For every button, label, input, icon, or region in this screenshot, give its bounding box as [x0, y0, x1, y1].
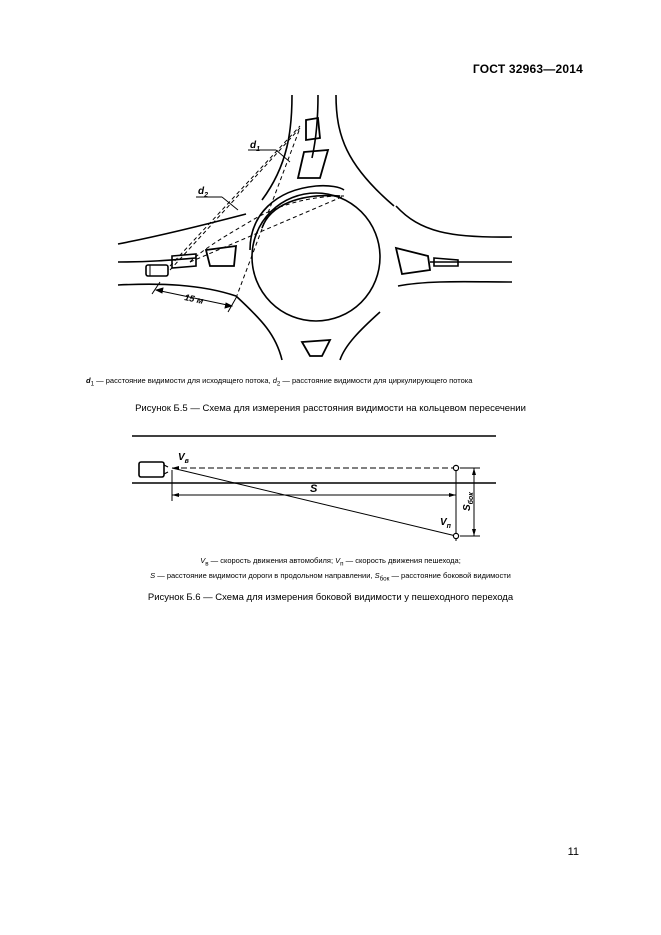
label-sbok: $S_{бок}$ — [462, 492, 475, 511]
west-leg-top-edge — [118, 214, 246, 244]
sight-line — [172, 468, 456, 536]
label-d1: $d_1$ — [250, 140, 261, 153]
north-leg-center-edge — [312, 95, 318, 158]
north-leg-right-edge — [336, 95, 394, 206]
east-leg-top-edge — [396, 206, 512, 237]
crossing-point-top — [453, 465, 458, 470]
south-leg-right-edge — [340, 312, 380, 360]
circulatory-outer-edge — [206, 147, 426, 367]
splitter-island-west — [206, 246, 236, 266]
car — [139, 462, 164, 477]
splitter-island-south — [302, 340, 330, 356]
car-west-approach — [146, 265, 168, 276]
roundabout-diagram — [0, 0, 661, 380]
standard-number: ГОСТ 32963—2014 — [472, 62, 583, 76]
figure-b6-legend — [0, 555, 661, 584]
pedestrian-sight-diagram — [0, 425, 661, 565]
label-15m: 15 м — [183, 292, 205, 306]
figure-b5-caption: Рисунок Б.5 — Схема для измерения расстояния видимости на кольцевом пересечении — [135, 403, 526, 414]
east-leg-bottom-edge — [398, 282, 512, 286]
figure-b6-caption: Рисунок Б.6 — Схема для измерения боковой видимости у пешеходного перехода — [147, 592, 514, 603]
north-leg-left-edge — [262, 95, 292, 200]
pedestrian-point — [453, 533, 458, 538]
page-number: 11 — [567, 846, 579, 858]
label-d2: $d_2$ — [198, 186, 209, 199]
splitter-island-north — [306, 118, 320, 140]
west-leg-center-edge — [118, 258, 196, 262]
figure-b6-legend-line-1: $V_в$ — скорость движения автомобиля; $V_п$ — скорость движения пешехода; — [200, 556, 461, 568]
label-s: S — [310, 483, 318, 495]
central-island — [252, 193, 380, 321]
splitter-island-east — [396, 248, 430, 274]
label-vp: $V_п$ — [440, 517, 451, 530]
label-vv: $V_в$ — [178, 452, 189, 465]
sight-line-outer — [236, 128, 300, 298]
figure-b6-legend-line-2: S — расстояние видимости дороги в продольном направлении, $S_{бок}$ — расстояние боковой видимости — [150, 570, 511, 582]
figure-b5-legend: $d_1$ — расстояние видимости для исходящего потока, $d_2$ — расстояние видимости для циркулирующего потока — [86, 376, 473, 388]
